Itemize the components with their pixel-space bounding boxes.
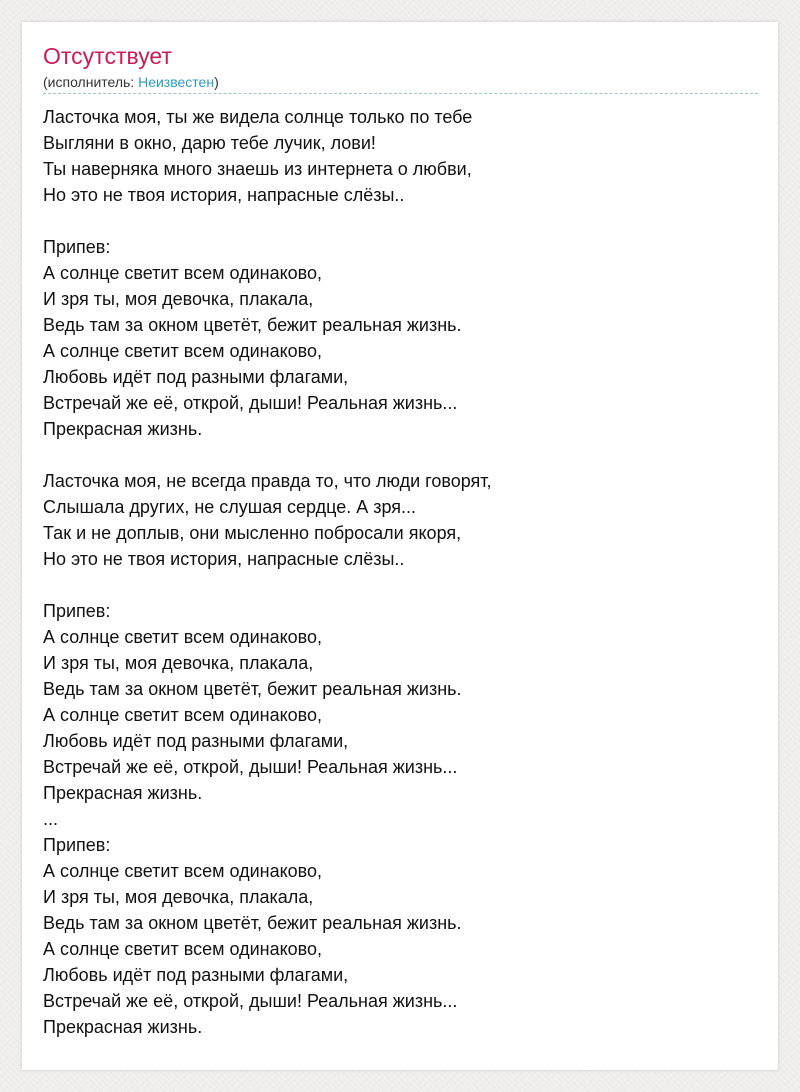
lyric-line: Но это не твоя история, напрасные слёзы.. (43, 185, 405, 205)
lyric-line: Ведь там за окном цветёт, бежит реальная жизнь. (43, 315, 462, 335)
lyric-line: Припев: (43, 237, 111, 257)
lyric-line: А солнце светит всем одинаково, (43, 341, 323, 361)
lyric-line: Прекрасная жизнь. (43, 783, 203, 803)
lyric-line: Ты наверняка много знаешь из интернета о любви, (43, 159, 472, 179)
lyric-line: А солнце светит всем одинаково, (43, 263, 323, 283)
lyric-line: Слышала других, не слушая сердце. А зря... (43, 497, 417, 517)
lyric-line: Припев: (43, 835, 111, 855)
title-divider (43, 93, 758, 94)
lyric-line: Ведь там за окном цветёт, бежит реальная жизнь. (43, 913, 462, 933)
artist-line (43, 73, 219, 91)
lyric-line: Любовь идёт под разными флагами, (43, 367, 349, 387)
lyric-line: И зря ты, моя девочка, плакала, (43, 289, 314, 309)
lyric-line: А солнце светит всем одинаково, (43, 861, 323, 881)
artist-link[interactable]: Неизвестен (138, 74, 215, 90)
song-title: Отсутствует (43, 43, 172, 69)
lyric-line: Прекрасная жизнь. (43, 419, 203, 439)
lyric-line: Любовь идёт под разными флагами, (43, 965, 349, 985)
lyric-line: И зря ты, моя девочка, плакала, (43, 653, 314, 673)
artist-suffix: ) (214, 74, 219, 90)
lyric-line: И зря ты, моя девочка, плакала, (43, 887, 314, 907)
artist-prefix: (исполнитель: (43, 74, 139, 90)
lyric-line: А солнце светит всем одинаково, (43, 939, 323, 959)
lyric-blank-line (43, 572, 492, 598)
lyrics-text (43, 104, 492, 1040)
lyric-line: Ласточка моя, ты же видела солнце только по тебе (43, 107, 473, 127)
lyric-line: Припев: (43, 601, 111, 621)
lyric-line: А солнце светит всем одинаково, (43, 627, 323, 647)
lyric-line: Но это не твоя история, напрасные слёзы.. (43, 549, 405, 569)
lyric-line: Выгляни в окно, дарю тебе лучик, лови! (43, 133, 376, 153)
lyric-blank-line (43, 208, 492, 234)
lyric-line: Встречай же её, открой, дыши! Реальная жизнь... (43, 393, 458, 413)
lyrics-card (22, 22, 778, 1070)
lyric-line: Так и не доплыв, они мысленно побросали якоря, (43, 523, 462, 543)
lyric-line: Встречай же её, открой, дыши! Реальная жизнь... (43, 991, 458, 1011)
lyric-line: Прекрасная жизнь. (43, 1017, 203, 1037)
lyric-blank-line (43, 442, 492, 468)
lyric-line: А солнце светит всем одинаково, (43, 705, 323, 725)
lyric-line: Ласточка моя, не всегда правда то, что люди говорят, (43, 471, 492, 491)
lyric-line: Любовь идёт под разными флагами, (43, 731, 349, 751)
lyric-line: Встречай же её, открой, дыши! Реальная жизнь... (43, 757, 458, 777)
lyric-line: ... (43, 809, 59, 829)
lyric-line: Ведь там за окном цветёт, бежит реальная жизнь. (43, 679, 462, 699)
